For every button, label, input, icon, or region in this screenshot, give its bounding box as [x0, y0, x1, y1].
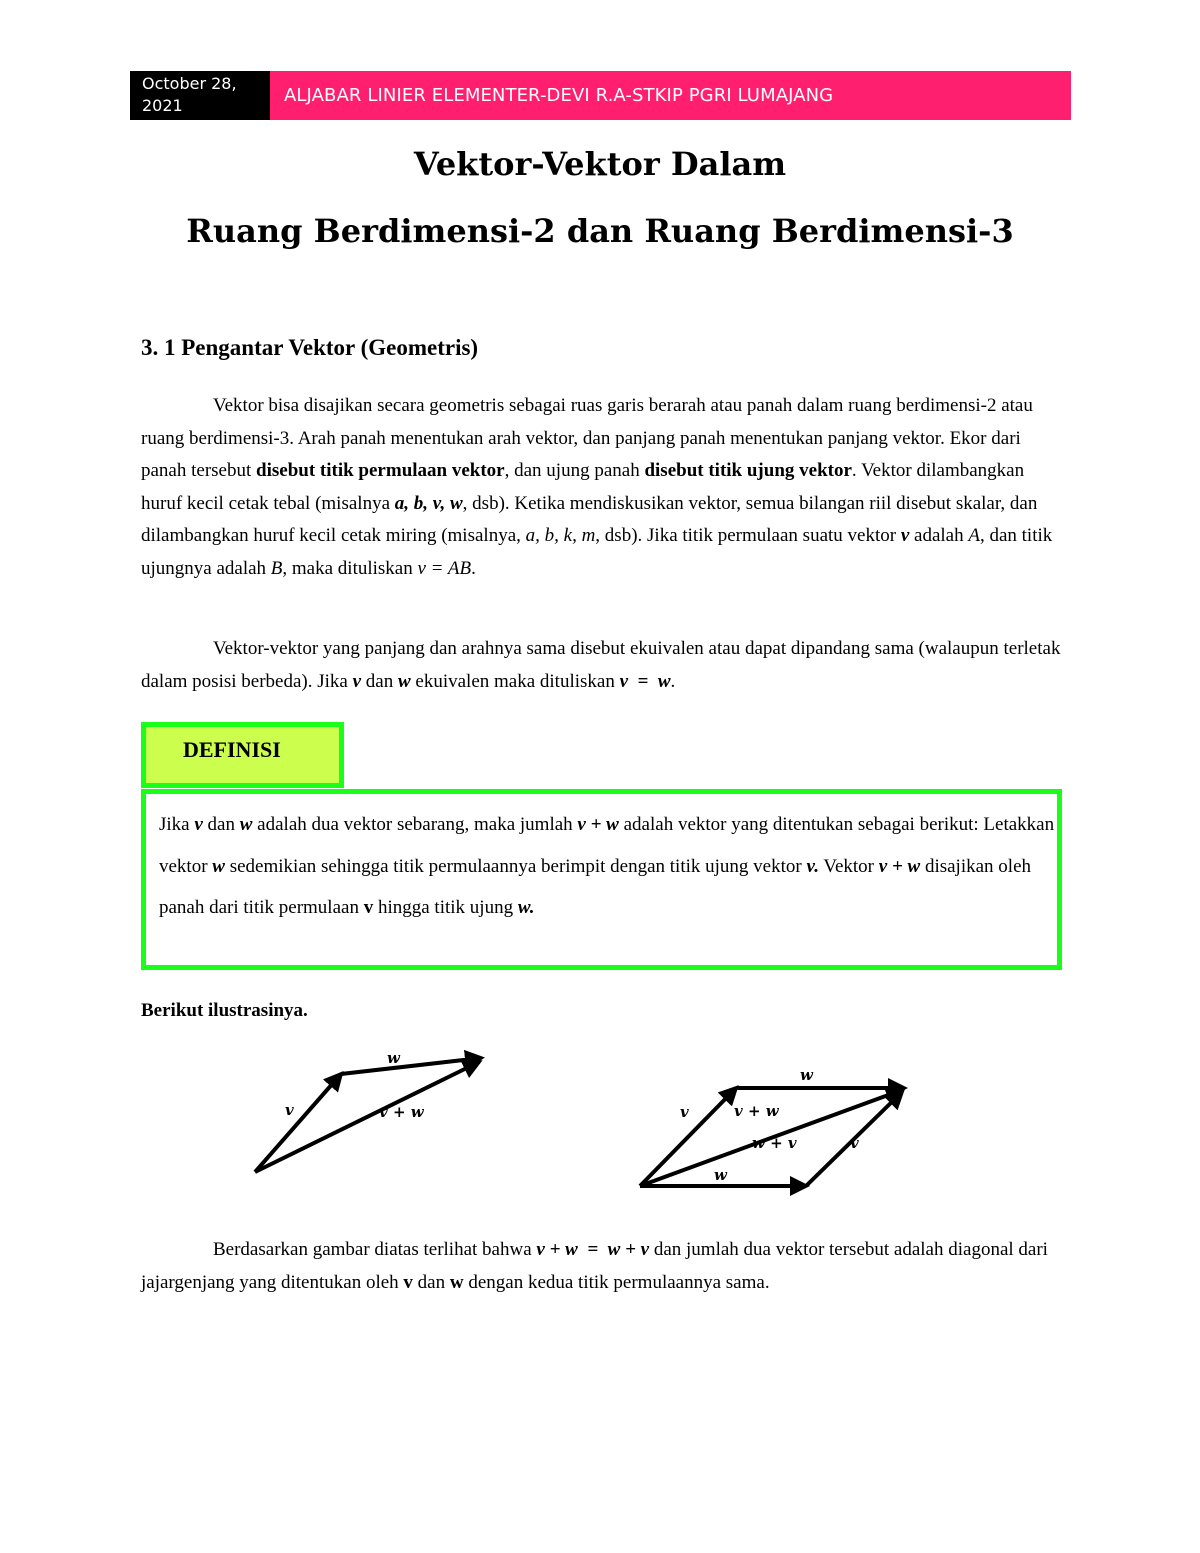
header-course-title: ALJABAR LINIER ELEMENTER-DEVI R.A-STKIP PGRI LUMAJANG — [270, 71, 1071, 120]
document-title-line1: Vektor-Vektor Dalam — [413, 145, 787, 183]
label-v: v — [285, 1101, 294, 1119]
vector-v-arrow — [255, 1074, 341, 1172]
label-w-bottom: w — [714, 1166, 727, 1184]
document-title-line2: Ruang Berdimensi-2 dan Ruang Berdimensi-3 — [186, 212, 1014, 250]
header-date: October 28, 2021 — [130, 71, 270, 120]
paragraph-conclusion: Berdasarkan gambar diatas terlihat bahwa v + w = w + v dan jumlah dua vektor tersebut adalah diagonal dari jajargenjang yang ditentukan oleh v dan w dengan kedua titik permulaannya sama. — [141, 1239, 1048, 1293]
label-v-right: v — [850, 1134, 859, 1152]
vector-parallelogram-figure — [630, 1058, 920, 1208]
paragraph-intro: Vektor bisa disajikan secara geometris sebagai ruas garis berarah atau panah dalam ruang berdimensi-2 atau ruang berdimensi-3. Arah panah menentukan arah vektor, dan panjang panah menentukan panjang vektor. Ekor dari panah tersebut disebut titik permulaan vektor, dan ujung panah disebut titik ujung vektor. Vektor dilambangkan huruf kecil cetak tebal (misalnya a, b, v, w, dsb). Ketika mendiskusikan vektor, semua bilangan riil disebut skalar, dan dilambangkan huruf kecil cetak miring (misalnya, a, b, k, m, dsb). Jika titik permulaan suatu vektor v adalah A, dan titik ujungnya adalah B, maka dituliskan v = AB. — [141, 395, 1053, 579]
vector-triangle-figure — [245, 1040, 495, 1180]
formula-commutative: v + w = w + v — [536, 1239, 650, 1260]
label-w: w — [387, 1049, 400, 1067]
label-w-top: w — [800, 1066, 813, 1084]
definition-tab: DEFINISI — [141, 722, 344, 788]
formula-v-equals-ab: v = AB — [417, 557, 472, 579]
label-v-plus-w: v + w — [379, 1103, 424, 1121]
bold-vector-examples: a, b, v, w — [394, 492, 463, 514]
section-heading: 3. 1 Pengantar Vektor (Geometris) — [141, 335, 479, 360]
term-titik-ujung: disebut titik ujung vektor — [644, 460, 852, 481]
label-v-left: v — [680, 1103, 689, 1121]
italic-scalar-examples: a, b, k, m — [525, 525, 596, 546]
label-w-plus-v: w + v — [752, 1134, 797, 1152]
label-v-plus-w: v + w — [734, 1102, 779, 1120]
formula-v-equals-w: v = w — [619, 670, 671, 692]
definition-box: Jika v dan w adalah dua vektor sebarang, maka jumlah v + w adalah vektor yang ditentukan sebagai berikut: Letakkan vektor w sedemikian sehingga titik permulaannya berimpit dengan titik ujung vektor v. Vektor v + w disajikan oleh panah dari titik permulaan v hingga titik ujung w. — [141, 789, 1062, 970]
paragraph-equivalence: Vektor-vektor yang panjang dan arahnya sama disebut ekuivalen atau dapat dipandang sama (walaupun terletak dalam posisi berbeda). Jika v dan w ekuivalen maka dituliskan v = w. — [141, 638, 1061, 692]
term-titik-permulaan: disebut titik permulaan vektor — [256, 460, 505, 481]
page-header — [130, 71, 1071, 120]
illustration-heading: Berikut ilustrasinya. — [141, 1000, 308, 1021]
